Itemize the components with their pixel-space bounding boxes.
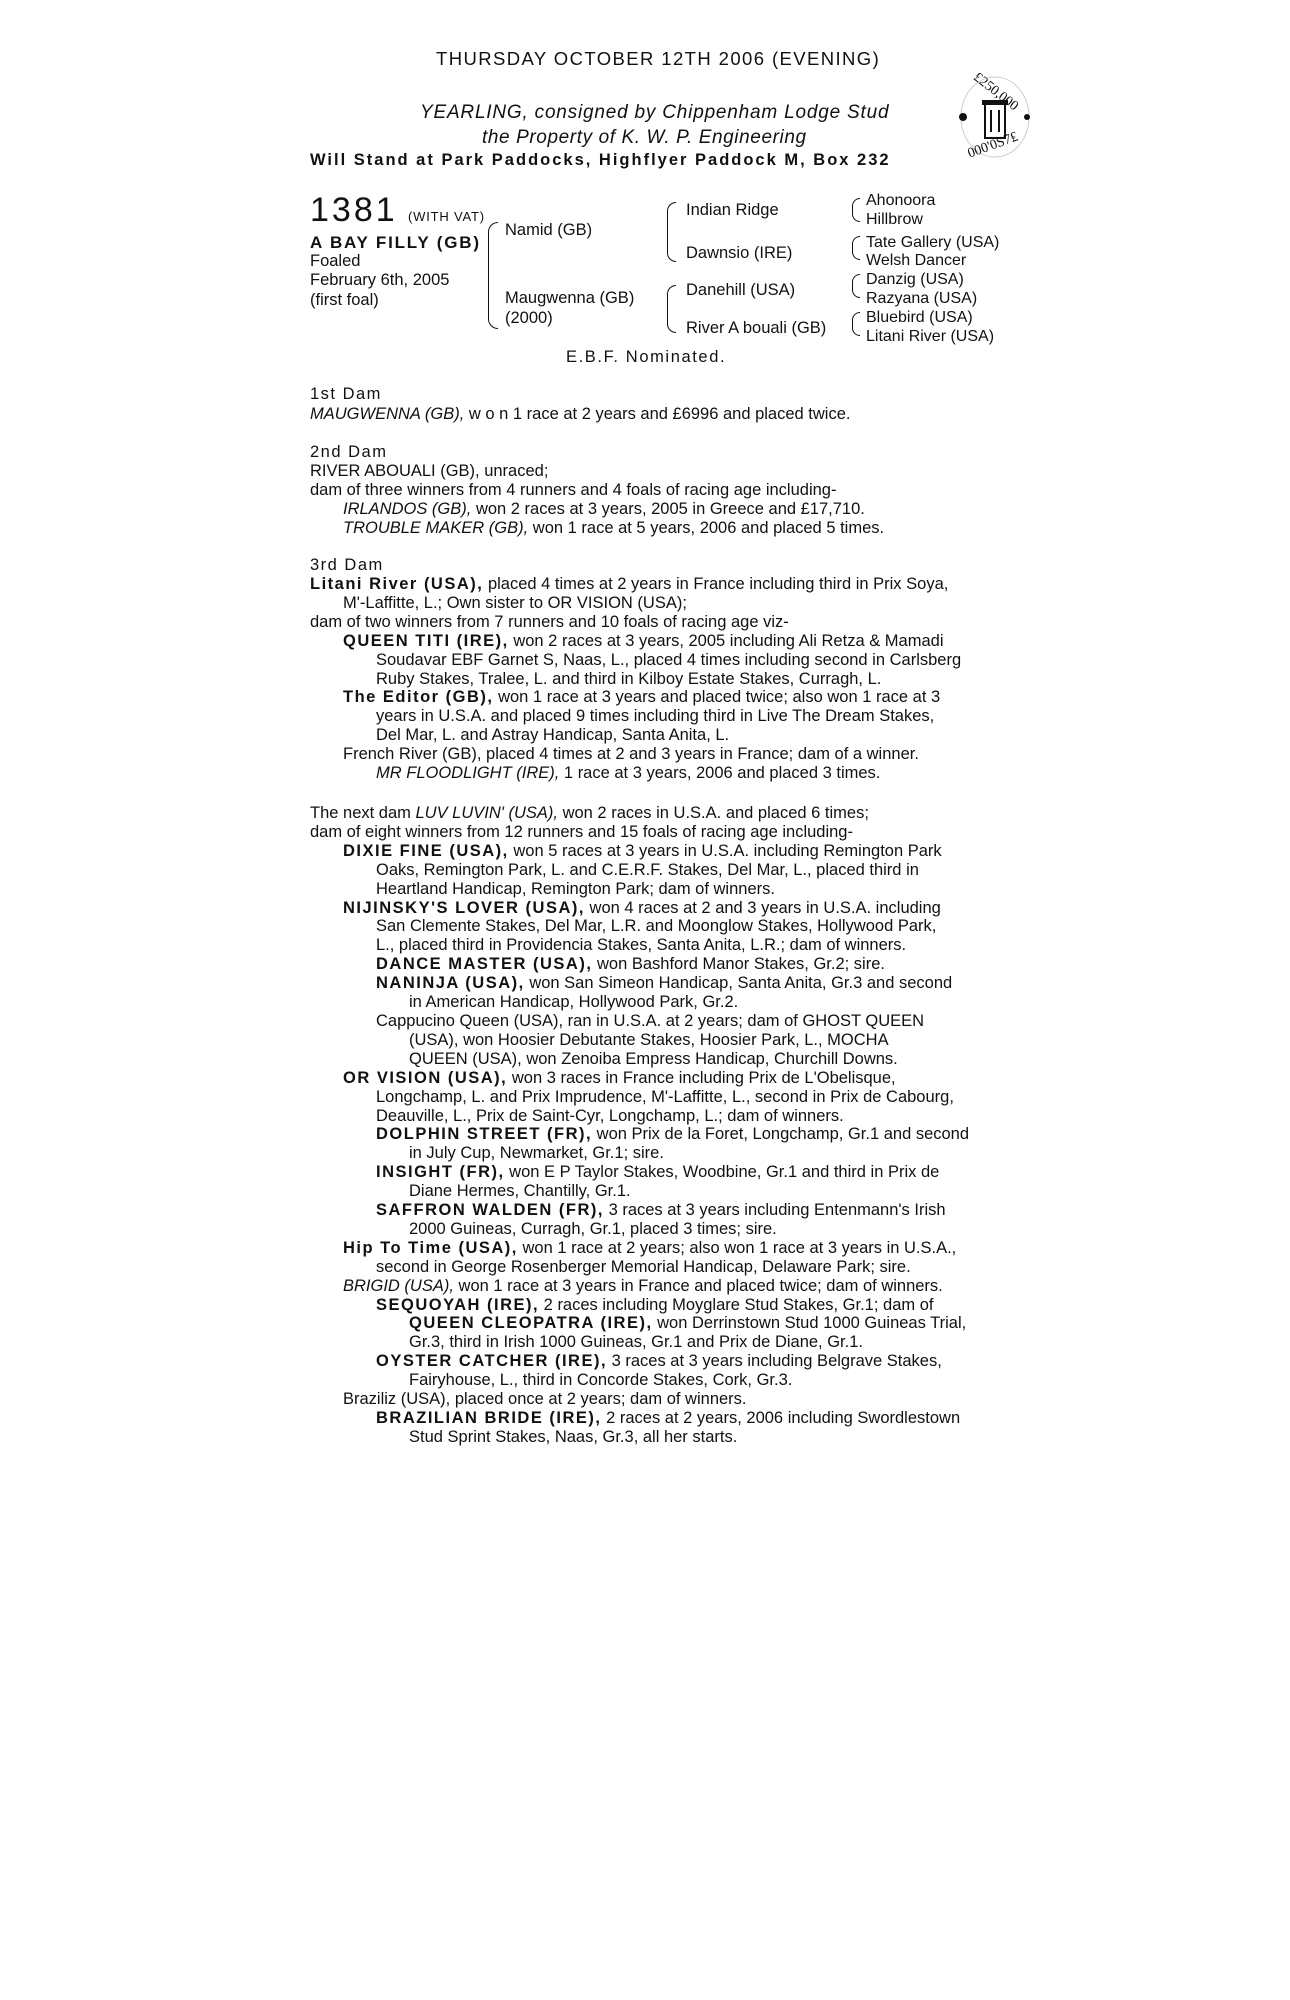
stamp-bottom-text: 000'0S7₤ xyxy=(965,129,1021,162)
line-text: Gr.3, third in Irish 1000 Guineas, Gr.1 and Prix de Diane, Gr.1. xyxy=(409,1333,863,1352)
pedigree-dam-year: (2000) xyxy=(505,309,553,327)
first-dam-heading: 1st Dam xyxy=(310,385,382,403)
line-text: 2000 Guineas, Curragh, Gr.1, placed 3 times; sire. xyxy=(409,1219,777,1238)
horse-name-italic: LUV LUVIN' (USA), xyxy=(415,804,558,822)
next-dam-line xyxy=(310,1258,1000,1277)
next-dam-block xyxy=(310,804,1000,1447)
pedigree-gen3-3: Tate Gallery (USA) xyxy=(866,234,1000,251)
line-text: placed 4 times at 2 years in France including third in Prix Soya, xyxy=(483,575,949,593)
first-dam-name: MAUGWENNA (GB), xyxy=(310,405,465,423)
line-text: Ruby Stakes, Tralee, L. and third in Kilboy Estate Stakes, Curragh, L. xyxy=(376,669,882,688)
line-text: French River (GB), placed 4 times at 2 and 3 years in France; dam of a winner. xyxy=(343,745,919,764)
line-text: in American Handicap, Hollywood Park, Gr.2. xyxy=(409,993,739,1012)
next-dam-line xyxy=(310,1069,1000,1088)
line-text: won 2 races in U.S.A. and placed 6 times; xyxy=(558,804,869,822)
horse-name-italic: BRIGID (USA), xyxy=(343,1276,454,1295)
brace-g3-2 xyxy=(852,236,860,260)
third-dam-line xyxy=(310,764,1000,783)
line-text: 2 races including Moyglare Stud Stakes, Gr.1; dam of xyxy=(539,1295,934,1314)
lot-description: A BAY FILLY (GB) xyxy=(310,233,481,252)
next-dam-line xyxy=(310,1314,1000,1333)
line-text: 3 races at 3 years including Entenmann's Irish xyxy=(603,1201,946,1220)
horse-name-bold: SAFFRON WALDEN (FR), xyxy=(376,1201,604,1220)
line-text: Stud Sprint Stakes, Naas, Gr.3, all her starts. xyxy=(409,1427,738,1446)
line-text: 2 races at 2 years, 2006 including Swordlestown xyxy=(601,1409,961,1427)
brace-g3-3 xyxy=(852,274,860,298)
consignor-line: YEARLING, consigned by Chippenham Lodge Stud xyxy=(420,102,890,123)
next-dam-line xyxy=(310,842,1000,861)
line-text: Braziliz (USA), placed once at 2 years; dam of winners. xyxy=(343,1390,747,1409)
second-dam-heading: 2nd Dam xyxy=(310,443,388,461)
line-text: in July Cup, Newmarket, Gr.1; sire. xyxy=(409,1144,664,1163)
line-text: second in George Rosenberger Memorial Handicap, Delaware Park; sire. xyxy=(376,1257,911,1276)
next-dam-line xyxy=(310,1107,1000,1126)
line-text: Longchamp, L. and Prix Imprudence, M'-Laffitte, L., second in Prix de Cabourg, xyxy=(376,1087,954,1106)
next-dam-line xyxy=(310,1428,1000,1447)
next-dam-line xyxy=(310,1239,1000,1258)
pedigree-sire: Namid (GB) xyxy=(505,221,593,239)
next-dam-line xyxy=(310,1296,1000,1315)
foaled-label: Foaled xyxy=(310,252,361,270)
horse-name-italic: MR FLOODLIGHT (IRE), xyxy=(376,764,560,783)
third-dam-line xyxy=(310,745,1000,764)
next-dam-line xyxy=(310,1050,1000,1069)
horse-name-bold: Litani River (USA), xyxy=(310,575,484,593)
second-dam-line-2: dam of three winners from 4 runners and 4 foals of racing age including- xyxy=(310,480,837,499)
next-dam-line xyxy=(310,974,1000,993)
pedigree-gen2-3: Danehill (USA) xyxy=(686,281,796,299)
lot-vat: (WITH VAT) xyxy=(408,209,485,224)
horse-name-bold: NIJINSKY'S LOVER (USA), xyxy=(343,898,585,917)
pedigree-gen3-5: Danzig (USA) xyxy=(866,271,964,288)
line-text: won 3 races in France including Prix de L'Obelisque, xyxy=(507,1068,896,1087)
sale-date: THURSDAY OCTOBER 12TH 2006 (EVENING) xyxy=(436,48,881,69)
third-dam-line xyxy=(310,632,1000,651)
line-text: Soudavar EBF Garnet S, Naas, L., placed 4 times including second in Carlsberg xyxy=(376,650,962,669)
next-dam-line xyxy=(310,1277,1000,1296)
pedigree-gen2-4: River A bouali (GB) xyxy=(686,319,827,337)
line-text: won 5 races at 3 years in U.S.A. including Remington Park xyxy=(508,841,942,860)
line-text: won 2 races at 3 years, 2005 including Ali Retza & Mamadi xyxy=(508,631,944,650)
third-dam-block xyxy=(310,575,1000,783)
pedigree-gen3-4: Welsh Dancer xyxy=(866,252,967,269)
line-text: Deauville, L., Prix de Saint-Cyr, Longchamp, L.; dam of winners. xyxy=(376,1106,844,1125)
horse-name-bold: QUEEN CLEOPATRA (IRE), xyxy=(409,1314,653,1333)
third-dam-line xyxy=(310,688,1000,707)
next-dam-line xyxy=(310,993,1000,1012)
horse-name-bold: The Editor (GB), xyxy=(343,688,494,707)
line-text: won E P Taylor Stakes, Woodbine, Gr.1 and third in Prix de xyxy=(504,1163,940,1182)
second-dam-progeny-1: IRLANDOS (GB), won 2 races at 3 years, 2005 in Greece and £17,710. xyxy=(343,499,865,518)
horse-name-bold: DANCE MASTER (USA), xyxy=(376,955,593,974)
first-dam-text: w o n 1 race at 2 years and £6996 and placed twice. xyxy=(464,405,851,423)
line-text: Del Mar, L. and Astray Handicap, Santa Anita, L. xyxy=(376,726,730,745)
pedigree-gen2-1: Indian Ridge xyxy=(686,201,779,219)
next-dam-line xyxy=(310,1371,1000,1390)
second-dam-line-1: RIVER ABOUALI (GB), unraced; xyxy=(310,462,549,480)
line-text: QUEEN (USA), won Zenoiba Empress Handicap, Churchill Downs. xyxy=(409,1049,898,1068)
third-dam-line xyxy=(310,594,1000,613)
next-dam-line xyxy=(310,1220,1000,1239)
next-dam-line xyxy=(310,917,1000,936)
line-text: won San Simeon Handicap, Santa Anita, Gr.3 and second xyxy=(524,974,953,993)
lot-number: 1381 xyxy=(310,191,398,229)
horse-name-bold: DIXIE FINE (USA), xyxy=(343,841,509,860)
ebf-nominated: E.B.F. Nominated. xyxy=(566,348,727,366)
next-dam-line xyxy=(310,1333,1000,1352)
pedigree-gen3-1: Ahonoora xyxy=(866,192,936,209)
brace-gen1 xyxy=(488,222,498,329)
property-line: the Property of K. W. P. Engineering xyxy=(482,127,807,148)
third-dam-line xyxy=(310,651,1000,670)
pedigree-dam: Maugwenna (GB) xyxy=(505,289,635,307)
first-dam-line xyxy=(310,405,850,424)
brace-dam xyxy=(667,285,676,333)
horse-name-bold: OYSTER CATCHER (IRE), xyxy=(376,1352,608,1371)
third-dam-line xyxy=(310,707,1000,726)
third-dam-line xyxy=(310,670,1000,689)
next-dam-line xyxy=(310,861,1000,880)
next-dam-line xyxy=(310,1352,1000,1371)
next-dam-line xyxy=(310,1163,1000,1182)
line-text: dam of two winners from 7 runners and 10 foals of racing age viz- xyxy=(310,612,789,631)
line-text: Fairyhouse, L., third in Concorde Stakes, Cork, Gr.3. xyxy=(409,1371,793,1390)
horse-name-bold: NANINJA (USA), xyxy=(376,974,525,993)
next-dam-line xyxy=(310,1031,1000,1050)
line-text: won 1 race at 3 years and placed twice; also won 1 race at 3 xyxy=(493,688,941,707)
line-prefix: The next dam xyxy=(310,804,416,822)
third-dam-heading: 3rd Dam xyxy=(310,556,384,574)
horse-name-bold: BRAZILIAN BRIDE (IRE), xyxy=(376,1409,602,1427)
pedigree-gen2-2: Dawnsio (IRE) xyxy=(686,244,793,262)
horse-name-bold: QUEEN TITI (IRE), xyxy=(343,631,509,650)
line-text: Diane Hermes, Chantilly, Gr.1. xyxy=(409,1182,631,1201)
next-dam-line xyxy=(310,1144,1000,1163)
stamp-top-text: £250,000 xyxy=(970,69,1021,115)
stand-line: Will Stand at Park Paddocks, Highflyer Paddock M, Box 232 xyxy=(310,151,891,169)
next-dam-line xyxy=(310,1012,1000,1031)
line-text: won Bashford Manor Stakes, Gr.2; sire. xyxy=(592,955,885,974)
line-text: years in U.S.A. and placed 9 times including third in Live The Dream Stakes, xyxy=(376,707,935,726)
next-dam-line xyxy=(310,899,1000,918)
next-dam-line xyxy=(310,1088,1000,1107)
next-dam-line xyxy=(310,804,1000,823)
next-dam-line xyxy=(310,1125,1000,1144)
third-dam-line xyxy=(310,726,1000,745)
second-dam-progeny-2: TROUBLE MAKER (GB), won 1 race at 5 years, 2006 and placed 5 times. xyxy=(343,518,885,537)
line-text: San Clemente Stakes, Del Mar, L.R. and Moonglow Stakes, Hollywood Park, xyxy=(376,917,937,936)
line-text: won 1 race at 3 years in France and placed twice; dam of winners. xyxy=(453,1276,943,1295)
brace-sire xyxy=(667,202,676,262)
line-text: Heartland Handicap, Remington Park; dam of winners. xyxy=(376,879,775,898)
brace-g3-1 xyxy=(852,198,860,222)
pedigree-gen3-7: Bluebird (USA) xyxy=(866,309,973,326)
next-dam-line xyxy=(310,1201,1000,1220)
line-text: Cappucino Queen (USA), ran in U.S.A. at 2 years; dam of GHOST QUEEN xyxy=(376,1011,925,1030)
line-text: won Derrinstown Stud 1000 Guineas Trial, xyxy=(652,1314,967,1333)
line-text: M'-Laffitte, L.; Own sister to OR VISION (USA); xyxy=(343,593,687,612)
second-dam-block xyxy=(310,462,1000,538)
brace-g3-4 xyxy=(852,312,860,336)
pedigree-gen3-8: Litani River (USA) xyxy=(866,328,995,345)
line-text: 3 races at 3 years including Belgrave Stakes, xyxy=(607,1352,942,1371)
next-dam-line xyxy=(310,955,1000,974)
horse-name-bold: DOLPHIN STREET (FR), xyxy=(376,1125,593,1144)
reserve-stamp xyxy=(955,69,1035,162)
first-foal-note: (first foal) xyxy=(310,291,379,309)
line-text: won 4 races at 2 and 3 years in U.S.A. including xyxy=(584,898,941,917)
next-dam-line xyxy=(310,823,1000,842)
next-dam-line xyxy=(310,1409,1000,1428)
third-dam-line xyxy=(310,613,1000,632)
line-text: won Prix de la Foret, Longchamp, Gr.1 and second xyxy=(592,1125,970,1144)
next-dam-line xyxy=(310,1390,1000,1409)
next-dam-line xyxy=(310,1182,1000,1201)
pedigree-gen3-2: Hillbrow xyxy=(866,211,923,228)
line-text: L., placed third in Providencia Stakes, Santa Anita, L.R.; dam of winners. xyxy=(376,936,907,955)
foaled-date: February 6th, 2005 xyxy=(310,271,450,289)
line-text: 1 race at 3 years, 2006 and placed 3 times. xyxy=(559,764,881,783)
line-text: (USA), won Hoosier Debutante Stakes, Hoosier Park, L., MOCHA xyxy=(409,1030,889,1049)
pedigree-gen3-6: Razyana (USA) xyxy=(866,290,978,307)
horse-name-bold: Hip To Time (USA), xyxy=(343,1238,518,1257)
line-text: Oaks, Remington Park, L. and C.E.R.F. Stakes, Del Mar, L., placed third in xyxy=(376,860,919,879)
next-dam-line xyxy=(310,880,1000,899)
horse-name-bold: SEQUOYAH (IRE), xyxy=(376,1295,540,1314)
line-text: dam of eight winners from 12 runners and 15 foals of racing age including- xyxy=(310,822,853,841)
line-text: won 1 race at 2 years; also won 1 race at 3 years in U.S.A., xyxy=(517,1238,957,1257)
horse-name-bold: INSIGHT (FR), xyxy=(376,1163,505,1182)
horse-name-bold: OR VISION (USA), xyxy=(343,1068,508,1087)
third-dam-line xyxy=(310,575,1000,594)
next-dam-line xyxy=(310,936,1000,955)
